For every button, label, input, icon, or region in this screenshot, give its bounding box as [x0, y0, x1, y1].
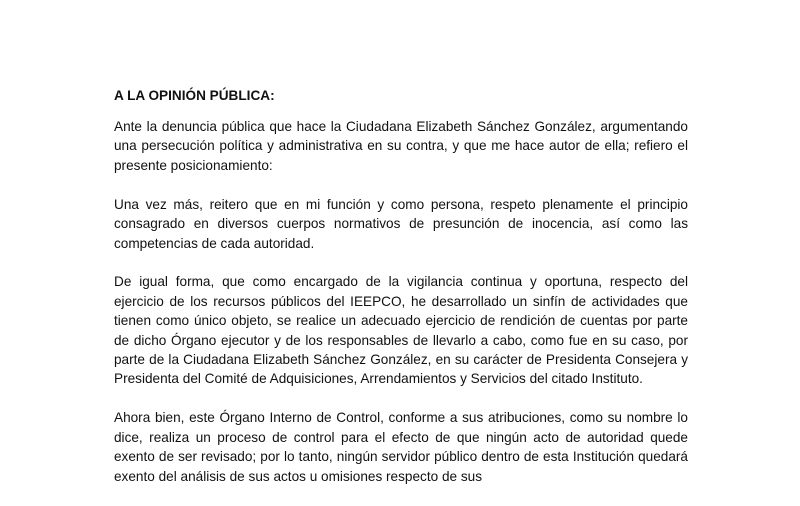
paragraph-3: De igual forma, que como encargado de la vigilancia continua y oportuna, respecto del ejercicio de los recursos públicos del IEEPCO, he desarrollado un sinfín de actividades que tienen como único objeto, se realice un adecuado ejercicio de rendición de cuentas por parte de dicho Órgano ejecutor y de los responsables de llevarlo a cabo, como fue en su caso, por parte de la Ciudadana Elizabeth Sánchez González, en su carácter de Presidenta Consejera y Presidenta del Comité de Adquisiciones, Arrendamientos y Servicios del citado Instituto. [114, 274, 688, 387]
paragraph-1: Ante la denuncia pública que hace la Ciudadana Elizabeth Sánchez González, argumentando una persecución política y administrativa en su contra, y que me hace autor de ella; refiero el presente posicionamiento: [114, 119, 688, 173]
document-heading: A LA OPINIÓN PÚBLICA: [114, 88, 275, 103]
document-page [114, 86, 688, 506]
paragraph-2: Una vez más, reitero que en mi función y como persona, respeto plenamente el principio consagrado en diversos cuerpos normativos de presunción de inocencia, así como las competencias de cada autoridad. [114, 196, 688, 251]
paragraph-4: Ahora bien, este Órgano Interno de Control, conforme a sus atribuciones, como su nombre lo dice, realiza un proceso de control para el efecto de que ningún acto de autoridad quede exento de ser revisado; por lo tanto, ningún servidor público dentro de esta Institución quedará exento del análisis de sus actos u omisiones respecto de sus [114, 410, 688, 484]
